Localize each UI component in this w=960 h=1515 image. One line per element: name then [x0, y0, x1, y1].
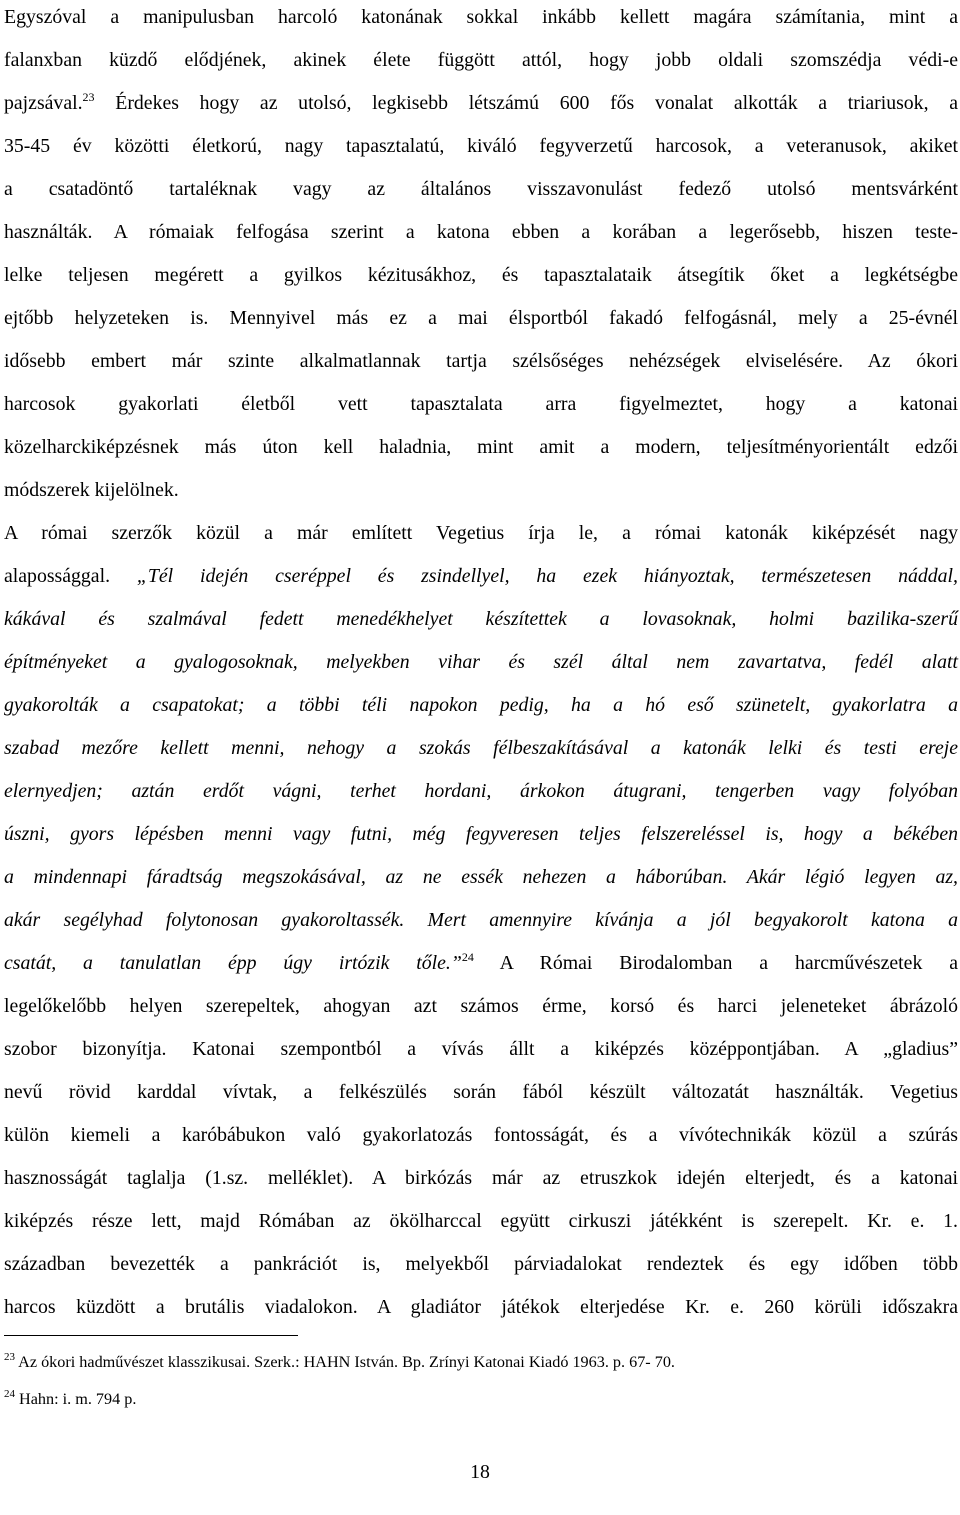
quoted-text: a mindennapi fáradtság megszokásával, az ne essék nehezen a háborúban. Akár légió legyen az,	[4, 866, 958, 888]
quoted-text: kákával és szalmával fedett menedékhelyet készítettek a lovasoknak, holmi bazilika-szerű	[4, 608, 958, 630]
text-segment: harcos küzdött a brutális viadalokon. A gladiátor játékok elterjedése Kr. e. 260 körüli időszakra	[4, 1296, 958, 1318]
text-line	[4, 1037, 958, 1061]
page-number: 18	[470, 1461, 490, 1483]
text-line	[4, 607, 958, 631]
quoted-text: gyakorolták a csapatokat; a többi téli napokon pedig, ha a hó eső szünetelt, gyakorlatra a	[4, 694, 958, 716]
text-line	[4, 1252, 958, 1276]
text-segment: A római szerzők közül a már említett Vegetius írja le, a római katonák kiképzését nagy	[4, 522, 958, 544]
text-segment: A Római Birodalomban a harcművészetek a	[473, 952, 958, 974]
text-segment: nevű rövid karddal vívtak, a felkészülés során fából készült változatát használták. Vegetius	[4, 1081, 958, 1103]
text-line	[4, 48, 958, 72]
quoted-text: csatát, a tanulatlan épp úgy irtózik tőle.	[4, 952, 451, 974]
text-segment: Érdekes hogy az utolsó, legkisebb létszámú 600 fős vonalat alkották a triariusok, a	[94, 92, 958, 114]
text-segment: hasznosságát taglalja (1.sz. melléklet). A birkózás már az etruszkok idején elterjedt, és a katonai	[4, 1167, 958, 1189]
footnote-reference: 23	[82, 90, 95, 104]
text-line	[4, 5, 958, 29]
text-segment: a csatadöntő tartaléknak vagy az általános visszavonulást fedező utolsó mentsvárként	[4, 178, 958, 200]
text-segment: módszerek kijelölnek.	[4, 479, 179, 501]
quoted-text: szabad mezőre kellett menni, nehogy a szokás félbeszakításával a katonák lelki és testi ereje	[4, 737, 958, 759]
text-line	[4, 1123, 958, 1147]
text-line	[4, 564, 958, 588]
text-line	[4, 478, 958, 502]
text-segment: idősebb embert már szinte alkalmatlannak tartja szélsőséges nehézségek elviselésére. Az ókori	[4, 350, 958, 372]
footnote-separator	[4, 1335, 298, 1336]
text-line	[4, 1080, 958, 1104]
text-segment: században bevezették a pankrációt is, melyekből párviadalokat rendeztek és egy időben több	[4, 1253, 958, 1275]
text-line	[4, 779, 958, 803]
text-line	[4, 822, 958, 846]
footnote-number: 24	[4, 1388, 15, 1400]
quoted-text: elernyedjen; aztán erdőt vágni, terhet hordani, árkokon átugrani, tengerben vagy folyóban	[4, 780, 958, 802]
text-line	[4, 220, 958, 244]
text-segment: legelőkelőbb helyen szerepeltek, ahogyan azt számos érme, korsó és harci jeleneteket ábrázoló	[4, 995, 958, 1017]
text-segment: használták. A rómaiak felfogása szerint a katona ebben a korában a legerősebb, hiszen teste-	[4, 221, 958, 243]
footnote	[4, 1352, 675, 1372]
text-line	[4, 951, 958, 975]
text-segment: falanxban küzdő elődjének, akinek élete függött attól, hogy jobb oldali szomszédja védi-e	[4, 49, 958, 71]
text-line	[4, 134, 958, 158]
text-line	[4, 650, 958, 674]
text-line	[4, 91, 958, 115]
text-segment: ejtőbb helyzeteken is. Mennyivel más ez a mai élsportból fakadó felfogásnál, mely a 25-évnél	[4, 307, 958, 329]
text-line	[4, 1209, 958, 1233]
text-line	[4, 177, 958, 201]
text-line	[4, 865, 958, 889]
footnote-reference: 24	[461, 950, 474, 964]
text-segment: külön kiemeli a karóbábukon való gyakorlatozás fontosságát, és a vívótechnikák közül a szúrás	[4, 1124, 958, 1146]
text-segment: pajzsával.	[4, 92, 83, 114]
text-segment: kiképzés része lett, majd Rómában az ökölharccal együtt cirkuszi játékként is szerepelt. Kr. e. 1.	[4, 1210, 958, 1232]
text-segment: közelharckiképzésnek más úton kell haladnia, mint amit a modern, teljesítményorientált edzői	[4, 436, 958, 458]
quoted-text: akár segélyhad folytonosan gyakoroltassék. Mert amennyire kívánja a jól begyakorolt katona a	[4, 909, 958, 931]
text-segment: alapossággal.	[4, 565, 137, 587]
text-line	[4, 263, 958, 287]
text-line	[4, 1295, 958, 1319]
footnote-text: Az ókori hadművészet klasszikusai. Szerk.: HAHN István. Bp. Zrínyi Katonai Kiadó 1963. p. 67- 70.	[15, 1353, 675, 1371]
quoted-text: úszni, gyors lépésben menni vagy futni, még fegyveresen teljes felszereléssel is, hogy a békében	[4, 823, 958, 845]
text-line	[4, 1166, 958, 1190]
text-line	[4, 392, 958, 416]
text-line	[4, 435, 958, 459]
text-segment: Egyszóval a manipulusban harcoló katonának sokkal inkább kellett magára számítania, mint a	[4, 6, 958, 28]
footnote-text: Hahn: i. m. 794 p.	[15, 1390, 137, 1408]
text-line	[4, 521, 958, 545]
text-line	[4, 994, 958, 1018]
text-line	[4, 736, 958, 760]
text-line	[4, 908, 958, 932]
text-segment: harcosok gyakorlati életből vett tapasztalata arra figyelmeztet, hogy a katonai	[4, 393, 958, 415]
text-segment: 35-45 év közötti életkorú, nagy tapasztalatú, kiváló fegyverzetű harcosok, a veteranusok, akiket	[4, 135, 958, 157]
footnote	[4, 1389, 136, 1409]
quoted-text: „Tél idején cseréppel és zsindellyel, ha ezek hiányoztak, természetesen náddal,	[136, 565, 958, 587]
text-line	[4, 306, 958, 330]
text-line	[4, 349, 958, 373]
text-line	[4, 693, 958, 717]
text-segment: szobor bizonyítja. Katonai szempontból a vívás állt a kiképzés középpontjában. A „gladius”	[4, 1038, 958, 1060]
quoted-text: építményeket a gyalogosoknak, melyekben vihar és szél által nem zavartatva, fedél alatt	[4, 651, 958, 673]
quoted-text: ”	[450, 952, 462, 974]
footnote-number: 23	[4, 1351, 15, 1363]
text-segment: lelke teljesen megérett a gyilkos kézitusákhoz, és tapasztalataik átsegítik őket a legkétségbe	[4, 264, 958, 286]
